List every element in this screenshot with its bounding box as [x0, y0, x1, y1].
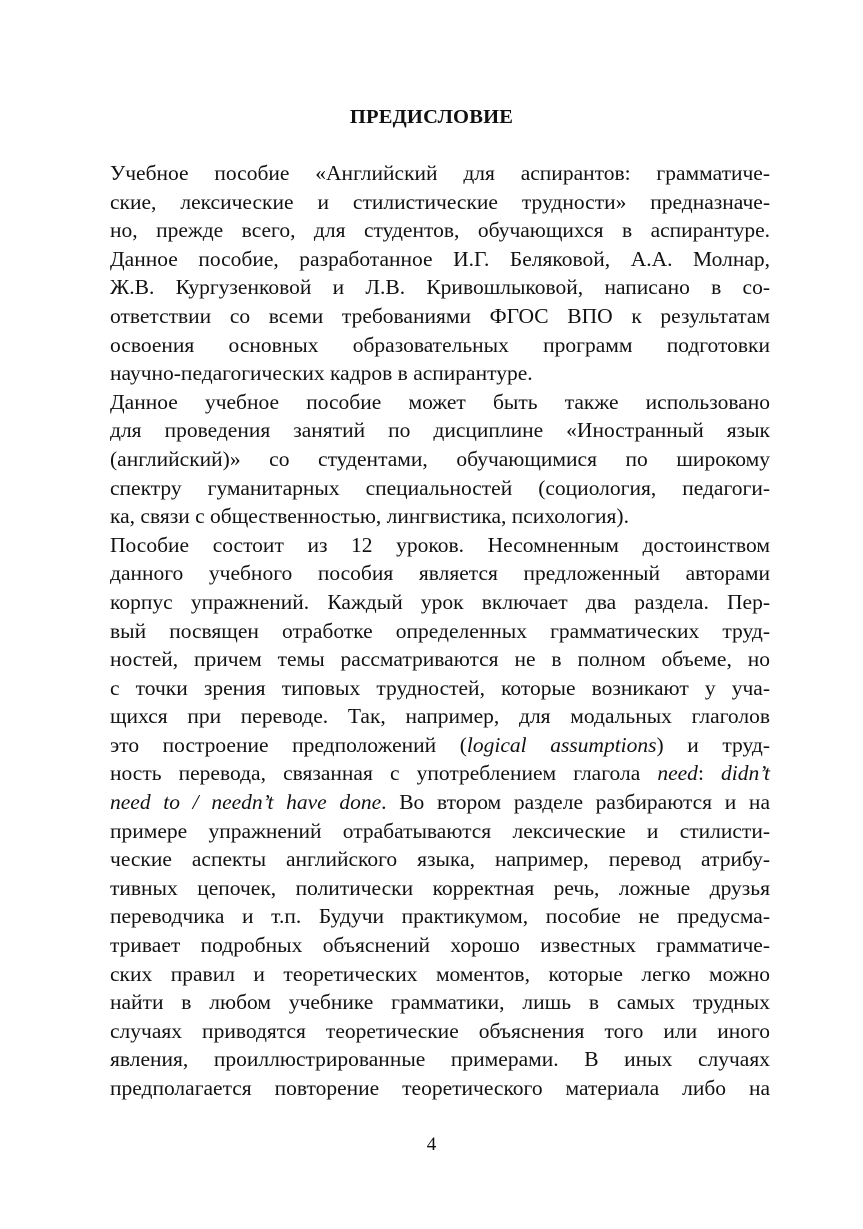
text-line: ческие аспекты английского языка, например, перевод атрибу- — [110, 847, 770, 872]
italic-term-needn-t-have-done: need to / needn’t have done — [110, 790, 382, 815]
text-line-logical-assumptions — [110, 731, 770, 760]
italic-term-need: need — [657, 761, 698, 786]
text-line: найти в любом учебнике грамматики, лишь в самых трудных — [110, 990, 770, 1015]
text-line: переводчика и т.п. Будучи практикумом, пособие не предусма- — [110, 904, 770, 929]
page-number: 4 — [426, 1134, 437, 1155]
text-line: но, прежде всего, для студентов, обучающихся в аспирантуре. — [110, 218, 770, 243]
text-line: данного учебного пособия является предложенный авторами — [110, 561, 770, 586]
text-line-need — [110, 759, 770, 788]
text-run: ) и труд- — [656, 732, 770, 757]
text-line: Данное учебное пособие может быть также использовано — [110, 389, 770, 414]
text-line: щихся при переводе. Так, например, для модальных глаголов — [110, 704, 770, 729]
body-text — [110, 159, 770, 1103]
page-title: ПРЕДИСЛОВИЕ — [349, 106, 514, 128]
text-line: Пособие состоит из 12 уроков. Несомненным достоинством — [110, 532, 770, 557]
text-line-needn-t — [110, 788, 770, 817]
paragraph-2 — [110, 388, 770, 531]
text-run: . Во втором разделе разбираются и на — [381, 790, 770, 815]
paragraph-1 — [110, 159, 770, 388]
text-line: спектру гуманитарных специальностей (социология, педагоги- — [110, 475, 770, 500]
text-line: корпус упражнений. Каждый урок включает два раздела. Пер- — [110, 589, 770, 614]
text-line: Ж.В. Кургузенковой и Л.В. Кривошлыковой, написано в со- — [110, 275, 770, 300]
text-line: Учебное пособие «Английский для аспирантов: грамматиче- — [110, 161, 770, 185]
paragraph-3 — [110, 531, 770, 1103]
text-line: (английский)» со студентами, обучающимися по широкому — [110, 446, 770, 471]
text-line: освоения основных образовательных программ подготовки — [110, 332, 770, 357]
text-line: ские, лексические и стилистические трудности» предназначе- — [110, 189, 770, 214]
text-line: с точки зрения типовых трудностей, которые возникают у уча- — [110, 675, 770, 700]
text-line: тивных цепочек, политически корректная речь, ложные друзья — [110, 875, 770, 900]
text-line: ностей, причем темы рассматриваются не в полном объеме, но — [110, 647, 770, 672]
text-line: Данное пособие, разработанное И.Г. Беляковой, А.А. Молнар, — [110, 246, 770, 271]
italic-term-didnt: didn’t — [721, 761, 770, 786]
text-line: тривает подробных объяснений хорошо известных грамматиче- — [110, 933, 770, 958]
text-line: предполагается повторение теоретического материала либо на — [110, 1076, 770, 1100]
text-run: ность перевода, связанная с употреблением глагола — [110, 761, 658, 786]
text-line: научно-педагогических кадров в аспирантуре. — [110, 361, 533, 386]
italic-term-logical-assumptions: logical assumptions — [466, 732, 657, 757]
text-line: ских правил и теоретических моментов, которые легко можно — [110, 961, 770, 986]
text-line: примере упражнений отрабатываются лексические и стилисти- — [110, 818, 770, 843]
text-line: вый посвящен отработке определенных грамматических труд- — [110, 618, 770, 643]
text-line: ка, связи с общественностью, лингвистика, психология). — [110, 504, 629, 529]
text-run: это построение предположений ( — [110, 732, 467, 757]
text-line: ответствии со всеми требованиями ФГОС ВПО к результатам — [110, 303, 770, 328]
text-line: случаях приводятся теоретические объяснения того или иного — [110, 1018, 770, 1043]
text-run: : — [697, 761, 722, 786]
text-line: явления, проиллюстрированные примерами. В иных случаях — [110, 1047, 770, 1072]
text-line: для проведения занятий по дисциплине «Иностранный язык — [110, 418, 770, 443]
